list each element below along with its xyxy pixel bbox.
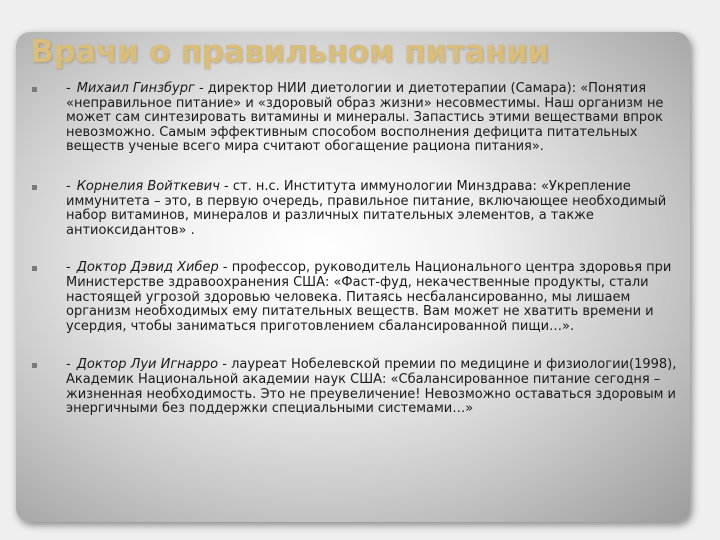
bullet-dash: - bbox=[66, 178, 71, 194]
bullet-marker-icon bbox=[32, 185, 37, 190]
bullet-list bbox=[30, 82, 690, 442]
bullet-item bbox=[30, 180, 690, 238]
bullet-item bbox=[30, 261, 690, 334]
doctor-name: Михаил Гинзбург bbox=[76, 81, 195, 96]
doctor-name: Доктор Дэвид Хибер bbox=[76, 260, 219, 276]
doctor-name: Доктор Луи Игнарро bbox=[76, 357, 219, 373]
bullet-dash: - bbox=[66, 81, 71, 96]
bullet-marker-icon bbox=[32, 363, 37, 368]
quote-text: - директор НИИ диетологии и диетотерапии (Самара): «Понятия «неправильное питание» и «здоровый образ жизни» несовместимы. Наш организм не может сам синтезировать витамины и минералы. Запастись этими веществами впрок невозможно. Самым эффективным способом восполнения дефицита питательных веществ ученые всего мира считают обогащение рациона питания». bbox=[66, 81, 664, 155]
bullet-marker-icon bbox=[32, 87, 37, 92]
quote-text: - лауреат Нобелевской премии по медицине и физиологии(1998), Академик Национальной академии наук США: «Сбалансированное питание сегодня – жизненная необходимость. Это не преувеличение! Невозможно оставаться здоровым и энергичными без поддержки специальными системами…» bbox=[66, 357, 677, 417]
bullet-dash: - bbox=[66, 260, 71, 276]
doctor-name: Корнелия Войткевич bbox=[76, 178, 220, 194]
slide-title: Врачи о правильном питании bbox=[30, 34, 549, 70]
bullet-item bbox=[30, 82, 690, 155]
bullet-item bbox=[30, 358, 690, 416]
quote-text: - профессор, руководитель Национального центра здоровья при Министерстве здравоохранения США: «Фаст-фуд, некачественные продукты, стали настоящей угрозой здоровью человека. Питаясь несбалансированно, мы лишаем организм необходимых ему питательных веществ. Вам может не хватить времени и усердия, чтобы заниматься приготовлением сбалансированной пищи…». bbox=[66, 260, 672, 334]
bullet-dash: - bbox=[66, 357, 71, 373]
quote-text: - ст. н.с. Института иммунологии Минздрава: «Укрепление иммунитета – это, в первую очередь, правильное питание, включающее необходимый набор витаминов, минералов и различных питательных элементов, а также антиоксидантов» . bbox=[66, 178, 667, 238]
bullet-marker-icon bbox=[32, 266, 37, 271]
